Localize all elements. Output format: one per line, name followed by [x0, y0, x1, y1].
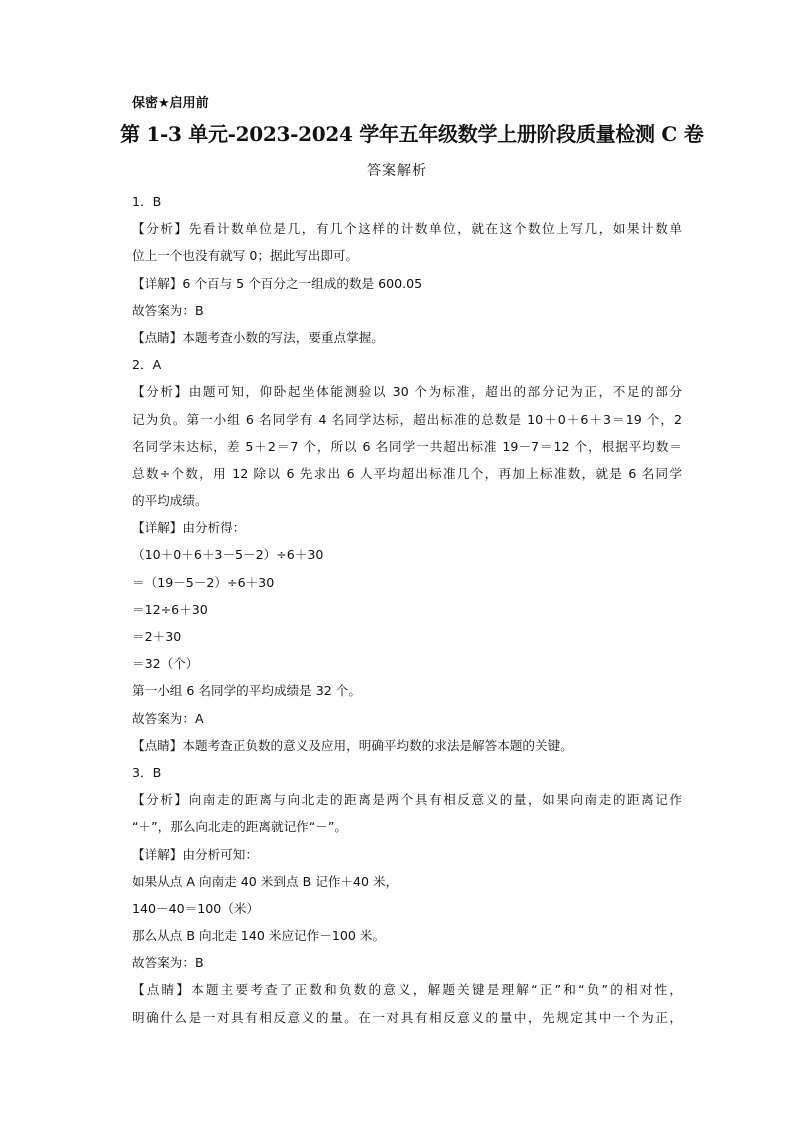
text-line: ＝32（个） — [132, 656, 199, 672]
text-line: 故答案为：B — [132, 302, 204, 318]
text-line: “＋”，那么向北走的距离就记作“－”。 — [132, 819, 348, 835]
text-line: 140－40＝100（米） — [132, 900, 260, 916]
text-line: 如果从点 A 向南走 40 米到点 B 记作＋40 米， — [132, 873, 399, 889]
text-line: 记为负。第一小组 6 名同学有 4 名同学达标，超出标准的总数是 10＋0＋6＋3＝19 个，2 — [132, 411, 682, 427]
text-line: 明确什么是一对具有相反意义的量。在一对具有相反意义的量中，先规定其中一个为正， — [132, 1009, 682, 1025]
text-line: 2．A — [132, 357, 162, 373]
text-line: ＝（19－5－2）÷6＋30 — [132, 574, 275, 590]
document-title: 第 1-3 单元-2023-2024 学年五年级数学上册阶段质量检测 C 卷 — [120, 122, 704, 146]
text-line: 位上一个也没有就写 0；据此写出即可。 — [132, 248, 359, 264]
text-line: （10＋0＋6＋3－5－2）÷6＋30 — [132, 547, 324, 563]
text-line: 【详解】由分析可知： — [132, 846, 258, 862]
text-line: 【分析】由题可知，仰卧起坐体能测验以 30 个为标准，超出的部分记为正，不足的部分 — [132, 384, 682, 400]
text-line: ＝2＋30 — [132, 629, 182, 644]
text-line: 故答案为：A — [132, 710, 204, 726]
text-line: 的平均成绩。 — [132, 493, 208, 509]
secret-mark: 保密★启用前 — [132, 96, 209, 111]
text-line: 【分析】先看计数单位是几，有几个这样的计数单位，就在这个数位上写几，如果计数单 — [132, 221, 682, 237]
text-line: 【详解】由分析得： — [132, 520, 246, 536]
text-line: 那么从点 B 向北走 140 米应记作－100 米。 — [132, 928, 386, 944]
text-line: 1．B — [132, 194, 162, 209]
answer-body — [132, 188, 682, 1031]
text-line: 【详解】6 个百与 5 个百分之一组成的数是 600.05 — [132, 275, 423, 291]
text-line: 总数÷个数，用 12 除以 6 先求出 6 人平均超出标准几个，再加上标准数，就是 6 名同学 — [132, 465, 682, 481]
text-line: 【点睛】本题考查正负数的意义及应用，明确平均数的求法是解答本题的关键。 — [132, 737, 573, 753]
text-line: 【分析】向南走的距离与向北走的距离是两个具有相反意义的量，如果向南走的距离记作 — [132, 792, 682, 808]
text-line: 故答案为：B — [132, 955, 204, 971]
text-line: 【点睛】本题主要考查了正数和负数的意义，解题关键是理解“正”和“负”的相对性， — [132, 982, 682, 998]
text-line: 第一小组 6 名同学的平均成绩是 32 个。 — [132, 683, 361, 699]
text-line: 3．B — [132, 764, 162, 780]
text-line: ＝12÷6＋30 — [132, 601, 208, 617]
document-subtitle: 答案解析 — [367, 163, 427, 179]
text-line: 【点睛】本题考查小数的写法，要重点掌握。 — [132, 329, 384, 345]
text-line: 名同学未达标，差 5＋2＝7 个，所以 6 名同学一共超出标准 19－7＝12 个，根据平均数＝ — [132, 438, 682, 454]
